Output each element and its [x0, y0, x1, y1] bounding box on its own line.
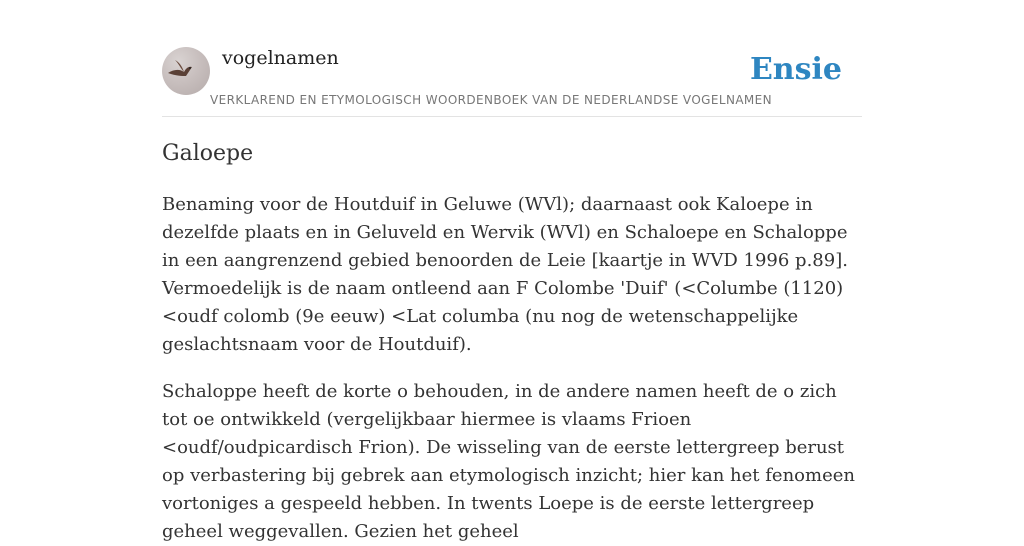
brand-logo[interactable]: Ensie — [749, 52, 842, 87]
header — [162, 46, 862, 117]
article-paragraph: Benaming voor de Houtduif in Geluwe (WVl); daarnaast ook Kaloepe in dezelfde plaats en in Geluveld en Wervik (WVl) en Schaloepe en Schaloppe in een aangrenzend gebied benoorden de Leie [kaartje in WVD 1996 p.89]. Vermoedelijk is de naam ontleend aan F Colombe 'Duif' (<Columbe (1120) <oudf colomb (9e eeuw) <Lat columba (nu nog de wetenschappelijke geslachtsnaam voor de Houtduif). — [162, 194, 848, 355]
avatar[interactable] — [162, 47, 210, 95]
page-title: Galoepe — [162, 141, 254, 166]
bird-icon — [162, 47, 210, 95]
article — [162, 138, 862, 546]
article-paragraph: Schaloppe heeft de korte o behouden, in de andere namen heeft de o zich tot oe ontwikkeld (vergelijkbaar hiermee is vlaams Frioen <oudf/oudpicardisch Frion). De wisseling van de eerste lettergreep berust op verbastering bij gebrek aan etymologisch inzicht; hier kan het fenomeen vortoniges a gespeeld hebben. In twents Loepe is de eerste lettergreep geheel weggevallen. Gezien het geheel — [162, 381, 855, 542]
site-name[interactable]: vogelnamen — [222, 47, 339, 69]
site-subtitle: VERKLAREND EN ETYMOLOGISCH WOORDENBOEK VAN DE NEDERLANDSE VOGELNAMEN — [210, 93, 773, 107]
